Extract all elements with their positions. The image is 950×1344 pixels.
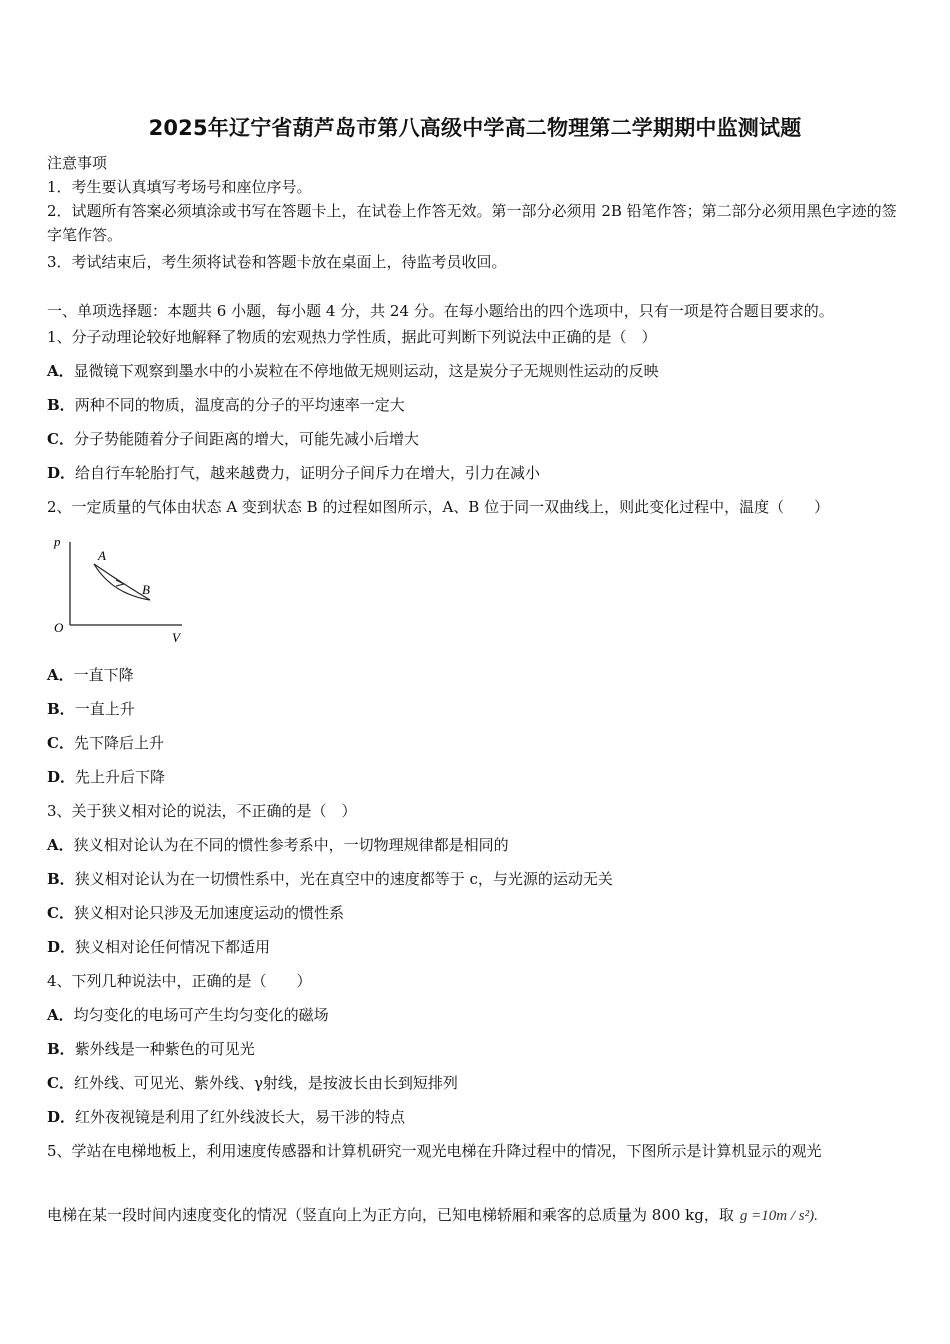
v-axis-label: V xyxy=(172,630,180,645)
option-letter: B． xyxy=(47,700,75,718)
option-letter: A． xyxy=(47,836,74,854)
option-text: 紫外线是一种紫色的可见光 xyxy=(74,1040,255,1058)
section-heading: 一、单项选择题：本题共 6 小题，每小题 4 分，共 24 分。在每小题给出的四个选项中，只有一项是符合题目要求的。 xyxy=(47,302,834,320)
answer-option[interactable] xyxy=(47,868,613,890)
option-letter: B． xyxy=(47,396,75,414)
option-letter: D． xyxy=(47,464,76,482)
answer-option[interactable] xyxy=(47,462,540,484)
gravity-formula: g =10m / s²). xyxy=(739,1208,818,1224)
answer-option[interactable] xyxy=(47,834,509,856)
option-letter: A． xyxy=(47,1006,74,1024)
question-stem: 3、关于狭义相对论的说法，不正确的是（ ） xyxy=(47,802,357,820)
origin-label: O xyxy=(54,620,64,635)
answer-option[interactable] xyxy=(47,1072,458,1094)
option-text: 红外夜视镜是利用了红外线波长大，易干涉的特点 xyxy=(75,1108,406,1126)
answer-option[interactable] xyxy=(47,766,165,788)
option-text: 狭义相对论任何情况下都适用 xyxy=(75,938,271,956)
option-letter: A． xyxy=(47,666,74,684)
answer-option[interactable] xyxy=(47,664,134,686)
answer-option[interactable] xyxy=(47,1004,329,1026)
option-text: 分子势能随着分子间距离的增大，可能先减小后增大 xyxy=(73,430,419,448)
answer-option[interactable] xyxy=(47,732,164,754)
option-letter: C． xyxy=(47,430,74,448)
point-a-label: A xyxy=(98,548,106,563)
page-title: 2025年辽宁省葫芦岛市第八高级中学高二物理第二学期期中监测试题 xyxy=(148,116,802,140)
option-letter: B． xyxy=(47,1040,75,1058)
option-letter: C． xyxy=(47,1074,74,1092)
option-letter: D． xyxy=(47,1108,76,1126)
option-text: 先下降后上升 xyxy=(73,734,164,752)
option-text: 先上升后下降 xyxy=(75,768,166,786)
option-letter: A． xyxy=(47,362,74,380)
option-text: 两种不同的物质，温度高的分子的平均速率一定大 xyxy=(74,396,405,414)
pv-diagram xyxy=(50,530,190,650)
notice-item: 1．考生要认真填写考场号和座位序号。 xyxy=(47,178,312,196)
answer-option[interactable] xyxy=(47,698,135,720)
notice-item: 3．考试结束后，考生须将试卷和答题卡放在桌面上，待监考员收回。 xyxy=(47,253,507,271)
option-letter: B． xyxy=(47,870,75,888)
answer-option[interactable] xyxy=(47,902,344,924)
question-stem: 4、下列几种说法中，正确的是（ ） xyxy=(47,972,312,990)
option-text: 显微镜下观察到墨水中的小炭粒在不停地做无规则运动，这是炭分子无规则性运动的反映 xyxy=(73,362,659,380)
option-text: 一直上升 xyxy=(74,700,135,718)
option-letter: C． xyxy=(47,734,74,752)
answer-option[interactable] xyxy=(47,936,270,958)
question-text: 电梯在某一段时间内速度变化的情况（竖直向上为正方向，已知电梯轿厢和乘客的总质量为 800 kg，取 xyxy=(47,1206,734,1224)
question-stem: 5、学站在电梯地板上，利用速度传感器和计算机研究一观光电梯在升降过程中的情况，下图所示是计算机显示的观光 xyxy=(47,1142,822,1160)
answer-option[interactable] xyxy=(47,394,405,416)
option-text: 均匀变化的电场可产生均匀变化的磁场 xyxy=(73,1006,329,1024)
option-letter: D． xyxy=(47,768,76,786)
option-text: 狭义相对论认为在一切惯性系中，光在真空中的速度都等于 c，与光源的运动无关 xyxy=(74,870,613,888)
option-text: 红外线、可见光、紫外线、γ射线，是按波长由长到短排列 xyxy=(73,1074,458,1092)
question-stem: 2、一定质量的气体由状态 A 变到状态 B 的过程如图所示，A、B 位于同一双曲线上，则此变化过程中，温度（ ） xyxy=(47,498,830,516)
option-letter: C． xyxy=(47,904,74,922)
option-text: 狭义相对论只涉及无加速度运动的惯性系 xyxy=(73,904,344,922)
notice-heading: 注意事项 xyxy=(47,154,108,172)
question-stem: 1、分子动理论较好地解释了物质的宏观热力学性质，据此可判断下列说法中正确的是（ ） xyxy=(47,328,657,346)
option-text: 狭义相对论认为在不同的惯性参考系中，一切物理规律都是相同的 xyxy=(73,836,509,854)
question-stem-continued xyxy=(47,1204,818,1227)
option-letter: D． xyxy=(47,938,76,956)
option-text: 给自行车轮胎打气，越来越费力，证明分子间斥力在增大，引力在减小 xyxy=(75,464,541,482)
answer-option[interactable] xyxy=(47,428,419,450)
p-axis-label: p xyxy=(54,534,61,549)
answer-option[interactable] xyxy=(47,1106,405,1128)
notice-item: 2．试题所有答案必须填涂或书写在答题卡上，在试卷上作答无效。第一部分必须用 2B 铅笔作答；第二部分必须用黑色字迹的签字笔作答。 xyxy=(47,202,897,244)
point-b-label: B xyxy=(142,582,150,597)
option-text: 一直下降 xyxy=(73,666,134,684)
answer-option[interactable] xyxy=(47,1038,255,1060)
answer-option[interactable] xyxy=(47,360,659,382)
